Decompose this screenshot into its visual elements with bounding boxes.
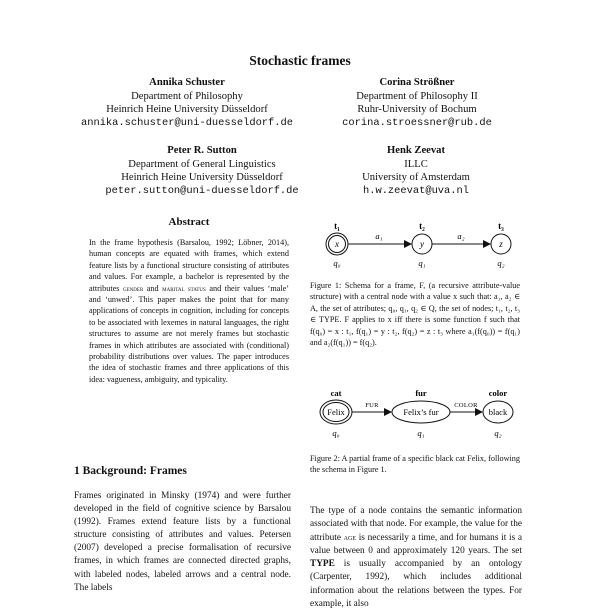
- edge-label: a₁: [375, 231, 383, 241]
- node-name-label: q₁: [418, 258, 426, 268]
- node-name-label: q₂: [494, 428, 502, 438]
- attribute-term: age: [343, 532, 357, 543]
- body-text: is necessarily a time, and for humans it is a value between 0 and approximately 120 years. The set: [310, 533, 522, 557]
- author-university: Heinrich Heine University Düsseldorf: [106, 104, 268, 116]
- node-value: z: [499, 239, 503, 249]
- node-value: x: [335, 239, 339, 249]
- node-value: Felix: [327, 407, 345, 417]
- right-column-body: [310, 505, 522, 611]
- author-department: Department of Philosophy II: [356, 90, 478, 102]
- author-name: Annika Schuster: [149, 77, 225, 88]
- author-email[interactable]: annika.schuster@uni-duesseldorf.de: [80, 116, 293, 129]
- author-name: Corina Strößner: [379, 77, 455, 88]
- body-text: The type of a node contains the semantic information associated with that node. For example, the value for the attribute: [310, 506, 522, 544]
- section-body: Frames originated in Minsky (1974) and were further developed in the field of cognitive science by Barsalou (1992). Frames extend feature lists by a functional structure consisting of attributes and values. Petersen (2007) developed a precise formalisation of recursive frames, in which frames are connected directed graphs, with labeled nodes, labeled arrows and a central node. The labels: [74, 491, 291, 593]
- paper-title: Stochastic frames: [249, 53, 351, 68]
- figure-1-diagram: [308, 222, 523, 272]
- node-type-label: fur: [415, 388, 427, 398]
- abstract-text: and their values ‘male’ and ‘unwed’. This paper makes the point that for many applications of concepts in cognition, including for concepts to be associated with lexemes in natural languages, the right structures to assume are not merely frames but stochastic frames in which attributes are associated with (conditional) probability distributions over values. The paper introduces the idea of stochastic frames and three applications of this idea: vagueness, ambiguity, and typicality.: [89, 283, 290, 384]
- node-name-label: q₀: [332, 428, 340, 438]
- author-department: Department of General Linguistics: [128, 158, 276, 170]
- node-type-label: color: [488, 388, 508, 398]
- edge-label: FUR: [365, 402, 379, 409]
- author-name: Peter R. Sutton: [167, 145, 237, 156]
- node-type-label: cat: [330, 388, 342, 398]
- author-university: University of Amsterdam: [362, 172, 470, 184]
- type-term: TYPE: [310, 559, 335, 570]
- author-block: [62, 76, 312, 130]
- node-value: Felix’s fur: [403, 407, 439, 417]
- figure-1-caption: Figure 1: Schema for a frame, F, (a recursive attribute-value structure) with a central node with a value x such that: a₁, a₂ ∈ A, the set of attributes; q₀, q₁, q₂ ∈ Q, the set of nodes; t₁, t₂, t₃ ∈ TYPE. F applies to x iff there is some function f such that f(q₀) = x : t₁, f(q₁) = y : t₂, f(q₂) = z : t₃ where a₁(f(q₀)) = f(q₁) and a₂(f(q₁)) = f(q₂).: [310, 281, 520, 348]
- figure-2-caption: Figure 2: A partial frame of a specific black cat Felix, following the schema in Figure 1.: [310, 454, 520, 475]
- author-name: Henk Zeevat: [387, 145, 445, 156]
- author-block: [82, 144, 322, 198]
- author-block: [316, 144, 516, 198]
- figure-2-diagram: [308, 388, 523, 446]
- author-email[interactable]: h.w.zeevat@uva.nl: [362, 184, 469, 197]
- abstract-text: and: [143, 283, 163, 293]
- node-type-label: t₃: [498, 222, 504, 231]
- section-heading: 1 Background: Frames: [74, 465, 187, 477]
- abstract-heading: Abstract: [168, 216, 210, 228]
- node-type-label: t₁: [334, 222, 340, 231]
- author-university: Ruhr-University of Bochum: [357, 104, 477, 116]
- abstract-text: In the frame hypothesis (Barsalou, 1992; Löbner, 2014), human concepts are equated with frames, which extend feature lists by a functional structure consisting of attributes and values. For example, a bachelor is represented by the attributes: [89, 238, 289, 293]
- body-text: is usually accompanied by an ontology (Carpenter, 1992), which includes additional information about the relations between the types. For example, it also: [310, 559, 522, 609]
- node-type-label: t₂: [419, 222, 425, 231]
- author-university: Heinrich Heine University Düsseldorf: [121, 172, 283, 184]
- abstract-body: [89, 237, 289, 385]
- node-value: y: [420, 239, 424, 249]
- edge-label: a₂: [457, 231, 465, 241]
- author-email[interactable]: corina.stroessner@rub.de: [342, 116, 492, 129]
- author-department: Department of Philosophy: [131, 90, 243, 102]
- edge-label: COLOR: [454, 402, 478, 409]
- author-email[interactable]: peter.sutton@uni-duesseldorf.de: [105, 184, 299, 197]
- attribute-term: gender: [123, 283, 144, 293]
- node-name-label: q₀: [333, 258, 341, 268]
- node-name-label: q₁: [417, 428, 425, 438]
- author-department: ILLC: [404, 158, 428, 170]
- node-name-label: q₂: [497, 258, 505, 268]
- attribute-term: marital status: [162, 283, 206, 293]
- node-value: black: [488, 407, 508, 417]
- author-block: [322, 76, 512, 130]
